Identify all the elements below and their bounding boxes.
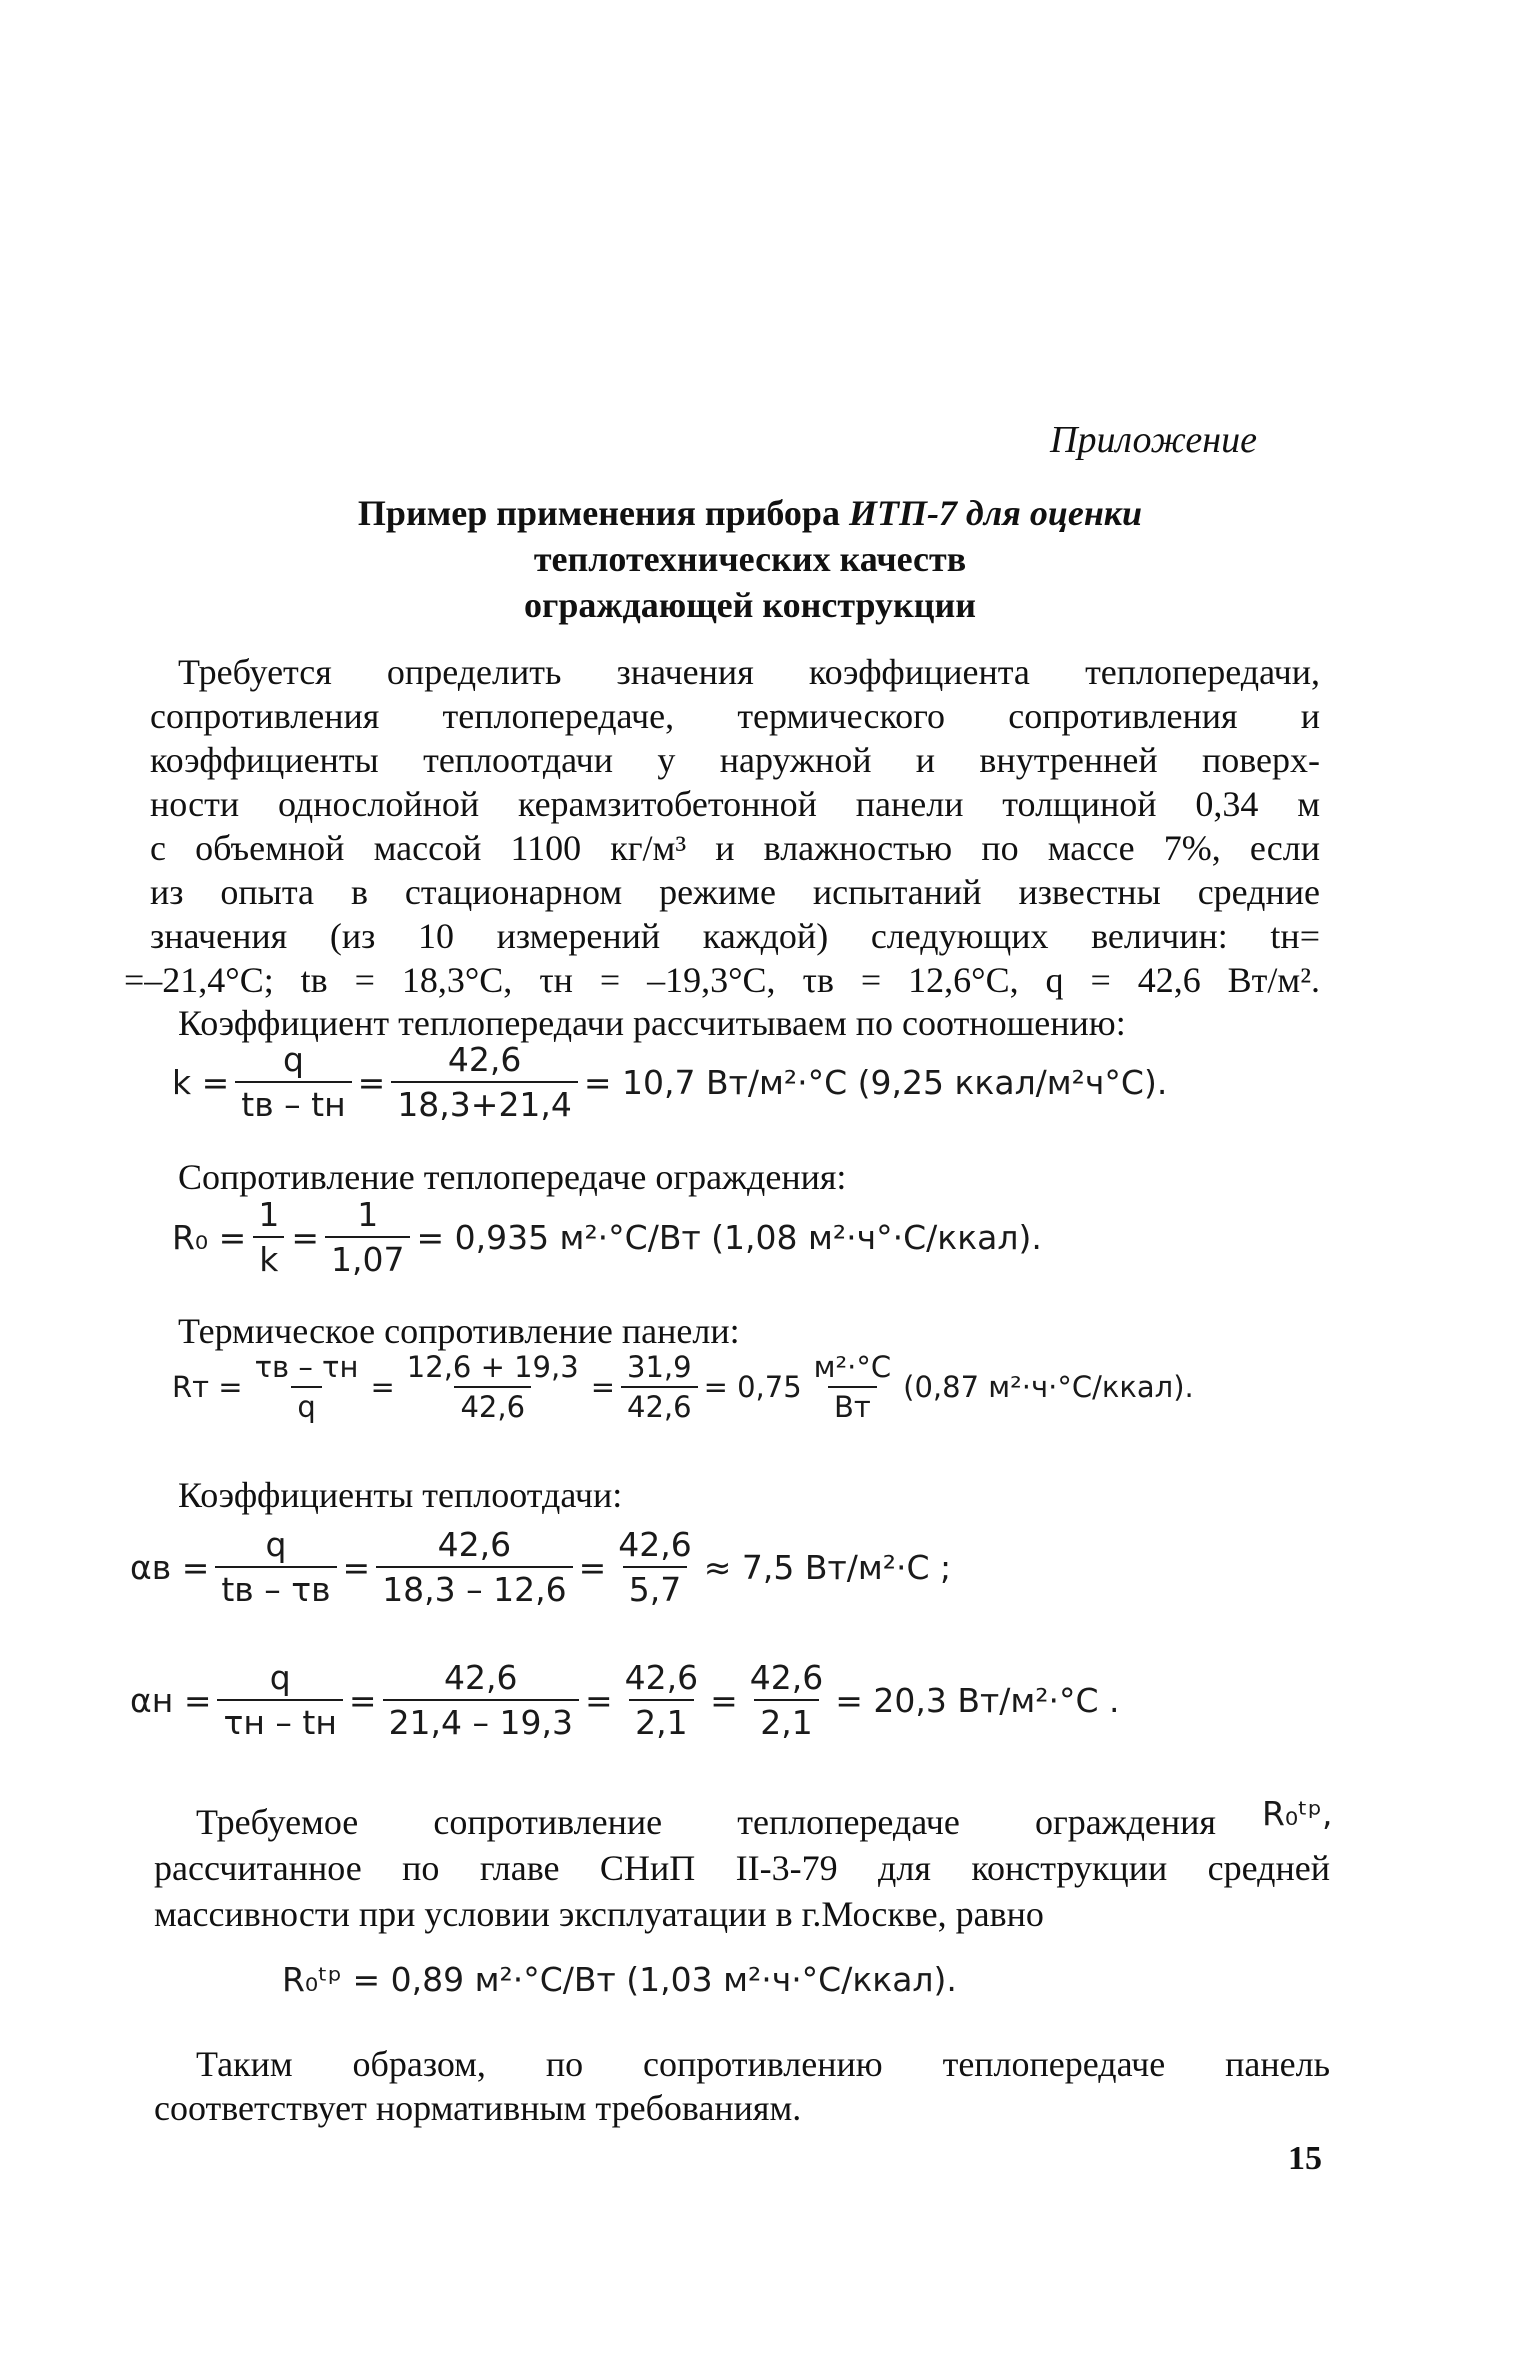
an-result: = 20,3 Вт/м²·°С .	[835, 1680, 1120, 1720]
r0-f2-num: 1	[357, 1195, 379, 1234]
an-lhs: αн =	[130, 1680, 212, 1720]
an-eq1: =	[348, 1680, 377, 1720]
alpha-n-formula	[130, 1658, 1120, 1742]
av-f1-num: q	[265, 1525, 287, 1564]
required-line-1: рассчитанное по главе СНиП II-3-79 для конструкции средней	[154, 1848, 1330, 1888]
av-fraction-3	[612, 1525, 697, 1609]
intro-line-4: с объемной массой 1100 кг/м³ и влажностью по массе 7%, если	[150, 828, 1320, 868]
k-fraction-2	[391, 1040, 578, 1124]
rt-tail: (0,87 м²·ч·°С/ккал).	[903, 1370, 1194, 1404]
an-eq2: =	[585, 1680, 613, 1720]
intro-line-1: сопротивления теплопередаче, термического сопротивления и	[150, 696, 1320, 736]
intro-line-5: из опыта в стационарном режиме испытаний известны средние	[150, 872, 1320, 912]
required-line-0: Требуемое сопротивление теплопередаче ограждения	[196, 1802, 1216, 1842]
rt-mid: = 0,75	[703, 1370, 802, 1404]
required-line-2: массивности при условии эксплуатации в г.Москве, равно	[154, 1894, 1044, 1934]
r0-fraction-1	[252, 1195, 285, 1279]
k-label: Коэффициент теплопередачи рассчитываем по соотношению:	[178, 1003, 1126, 1043]
rt-eq1: =	[370, 1370, 395, 1404]
intro-line-7: =–21,4°С; tв = 18,3°С, τн = –19,3°С, τв = 12,6°С, q = 42,6 Вт/м².	[124, 960, 1320, 1000]
rt-f2-den: 42,6	[454, 1386, 531, 1424]
av-f2-num: 42,6	[437, 1525, 512, 1564]
r0-fraction-2	[325, 1195, 410, 1279]
rt-formula	[172, 1350, 1194, 1424]
an-fraction-2	[383, 1658, 579, 1742]
av-fraction-2	[376, 1525, 572, 1609]
required-formula: R₀ᵗᵖ = 0,89 м²·°С/Вт (1,03 м²·ч·°С/ккал).	[282, 1960, 957, 1999]
an-eq3: =	[710, 1680, 738, 1720]
rt-fraction-3	[621, 1350, 698, 1424]
r0-f1-den: k	[253, 1236, 284, 1279]
r0-eq1: =	[291, 1217, 319, 1257]
title-line-2: теплотехнических качеств	[533, 539, 967, 579]
an-f3-den: 2,1	[629, 1699, 693, 1742]
title-line-1b: ИТП-7 для оценки	[848, 493, 1143, 533]
an-f2-den: 21,4 – 19,3	[383, 1699, 579, 1742]
conclusion-line-1: соответствует нормативным требованиям.	[154, 2088, 802, 2128]
k-fraction-1	[235, 1040, 351, 1124]
conclusion-line-0: Таким образом, по сопротивлению теплопередаче панель	[196, 2044, 1330, 2084]
k-lhs: k =	[172, 1062, 230, 1102]
an-f4-den: 2,1	[754, 1699, 818, 1742]
av-result: ≈ 7,5 Вт/м²·С ;	[703, 1547, 952, 1587]
alpha-label: Коэффициенты теплоотдачи:	[178, 1475, 623, 1515]
k-f1-num: q	[282, 1040, 304, 1079]
rt-label: Термическое сопротивление панели:	[178, 1311, 740, 1351]
intro-line-6: значения (из 10 измерений каждой) следующих величин: tн=	[150, 916, 1320, 956]
rt-fraction-4	[808, 1350, 897, 1424]
r0-f2-den: 1,07	[325, 1236, 410, 1279]
rt-f3-num: 31,9	[627, 1350, 692, 1384]
k-result: = 10,7 Вт/м²·°С (9,25 ккал/м²ч°С).	[583, 1062, 1168, 1102]
av-f3-den: 5,7	[623, 1566, 687, 1609]
intro-line-2: коэффициенты теплоотдачи у наружной и внутренней поверх-	[150, 740, 1320, 780]
an-f3-num: 42,6	[624, 1658, 699, 1697]
rt-f3-den: 42,6	[621, 1386, 698, 1424]
rt-f1-num: τв – τн	[254, 1350, 359, 1384]
appendix-label: Приложение	[1050, 419, 1257, 461]
rt-f4-num: м²·°С	[813, 1350, 892, 1384]
av-f1-den: tв – τв	[215, 1566, 336, 1609]
rt-fraction-1	[249, 1350, 365, 1424]
rt-lhs: Rт =	[172, 1370, 243, 1404]
av-f2-den: 18,3 – 12,6	[376, 1566, 572, 1609]
an-f1-num: q	[269, 1658, 291, 1697]
r0-f1-num: 1	[258, 1195, 280, 1234]
intro-line-0: Требуется определить значения коэффициента теплопередачи,	[178, 652, 1320, 692]
r0-lhs: R₀ =	[172, 1217, 247, 1257]
an-fraction-3	[619, 1658, 704, 1742]
av-eq1: =	[342, 1547, 371, 1587]
an-f1-den: τн – tн	[217, 1699, 342, 1742]
an-f2-num: 42,6	[444, 1658, 518, 1697]
av-fraction-1	[215, 1525, 336, 1609]
k-f2-den: 18,3+21,4	[391, 1081, 578, 1124]
rt-eq2: =	[590, 1370, 615, 1404]
av-lhs: αв =	[130, 1547, 210, 1587]
intro-line-3: ности однослойной керамзитобетонной панели толщиной 0,34 м	[150, 784, 1320, 824]
title-line-3: ограждающей конструкции	[524, 585, 976, 625]
av-eq2: =	[578, 1547, 607, 1587]
an-fraction-4	[744, 1658, 829, 1742]
k-f2-num: 42,6	[447, 1040, 522, 1079]
an-f4-num: 42,6	[749, 1658, 824, 1697]
rt-f1-den: q	[291, 1386, 321, 1424]
k-f1-den: tв – tн	[235, 1081, 351, 1124]
k-eq1: =	[357, 1062, 386, 1102]
rt-f2-num: 12,6 + 19,3	[406, 1350, 579, 1384]
an-fraction-1	[217, 1658, 342, 1742]
page-number: 15	[1288, 2140, 1322, 2177]
title-line-1	[230, 490, 1270, 536]
rt-f4-den: Вт	[828, 1386, 877, 1424]
av-f3-num: 42,6	[618, 1525, 692, 1564]
r0-result: = 0,935 м²·°С/Вт (1,08 м²·ч°·С/ккал).	[416, 1217, 1042, 1257]
rt-fraction-2	[401, 1350, 585, 1424]
alpha-v-formula	[130, 1525, 951, 1609]
r0-label: Сопротивление теплопередаче ограждения:	[178, 1157, 847, 1197]
required-symbol: R₀ᵗᵖ,	[1262, 1794, 1333, 1833]
title-line-1a: Пример применения прибора	[357, 493, 840, 533]
k-formula	[172, 1040, 1167, 1124]
r0-formula	[172, 1195, 1042, 1279]
